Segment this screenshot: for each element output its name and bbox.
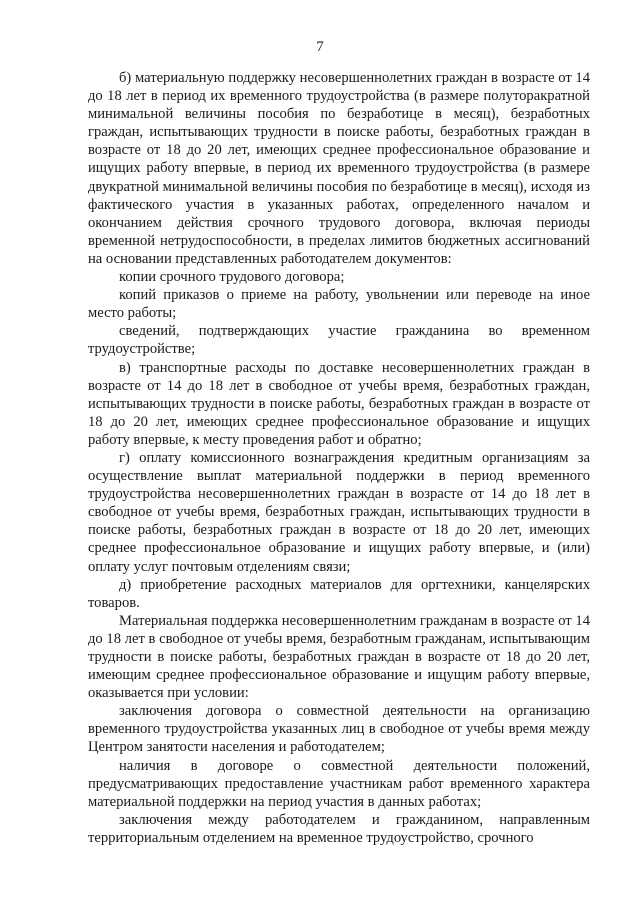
paragraph-participation-info: сведений, подтверждающих участие гражданина во временном трудоустройстве; <box>88 323 590 358</box>
paragraph-b: б) материальную поддержку несовершеннолетних граждан в возрасте от 14 до 18 лет в период их временного трудоустройства (в размере полуторакратной минимальной величины пособия по безработице в месяц), безработных граждан, испытывающих трудности в поиске работы, безработных граждан в возрасте от 18 до 20 лет, имеющих среднее профессиональное образование и ищущих работу впервые, в период их временного трудоустройства (в размере двукратной минимальной величины пособия по безработице в месяц), исходя из фактического участия в указанных работах, определенного началом и окончанием действия срочного трудового договора, включая периоды временной нетрудоспособности, в пределах лимитов бюджетных ассигнований на основании представленных работодателем документов: <box>88 70 590 267</box>
paragraph-agreement: заключения договора о совместной деятельности на организацию временного трудоустройства указанных лиц в свободное от учебы время между Центром занятости населения и работодателем; <box>88 703 590 756</box>
page-number: 7 <box>316 39 324 55</box>
paragraph-employment-contract: заключения между работодателем и гражданином, направленным территориальным отделением на временное трудоустройство, срочного <box>88 811 590 846</box>
paragraph-v: в) транспортные расходы по доставке несовершеннолетних граждан в возрасте от 14 до 18 лет в свободное от учебы время, безработных граждан, испытывающих трудности в поиске работы, безработных граждан в возрасте от 18 до 20 лет, имеющих среднее профессиональное образование и ищущих работу впервые, к месту проведения работ и обратно; <box>88 359 590 448</box>
document-body <box>88 69 590 847</box>
paragraph-g: г) оплату комиссионного вознаграждения кредитным организациям за осуществление выплат материальной поддержки в период временного трудоустройства несовершеннолетних граждан в возрасте от 14 до 18 лет в свободное от учебы время, безработных граждан, испытывающих трудности в поиске работы, безработных граждан в возрасте от 18 до 20 лет, имеющих среднее профессиональное образование и ищущих работу впервые, и (или) оплату услуг почтовым отделениям связи; <box>88 449 590 575</box>
paragraph-provisions: наличия в договоре о совместной деятельности положений, предусматривающих предоставление участникам работ временного характера материальной поддержки на период участия в данных работах; <box>88 757 590 810</box>
paragraph-support-conditions: Материальная поддержка несовершеннолетним гражданам в возрасте от 14 до 18 лет в свободное от учебы время, безработным гражданам, испытывающим трудности в поиске работы, безработных граждан в возрасте от 18 до 20 лет, имеющим среднее профессиональное образование и ищущим работу впервые, оказывается при условии: <box>88 612 590 702</box>
paragraph-contract-copy: копии срочного трудового договора; <box>119 269 345 286</box>
paragraph-d: д) приобретение расходных материалов для оргтехники, канцелярских товаров. <box>88 576 590 611</box>
paragraph-orders-copy: копий приказов о приеме на работу, увольнении или переводе на иное место работы; <box>88 287 590 322</box>
